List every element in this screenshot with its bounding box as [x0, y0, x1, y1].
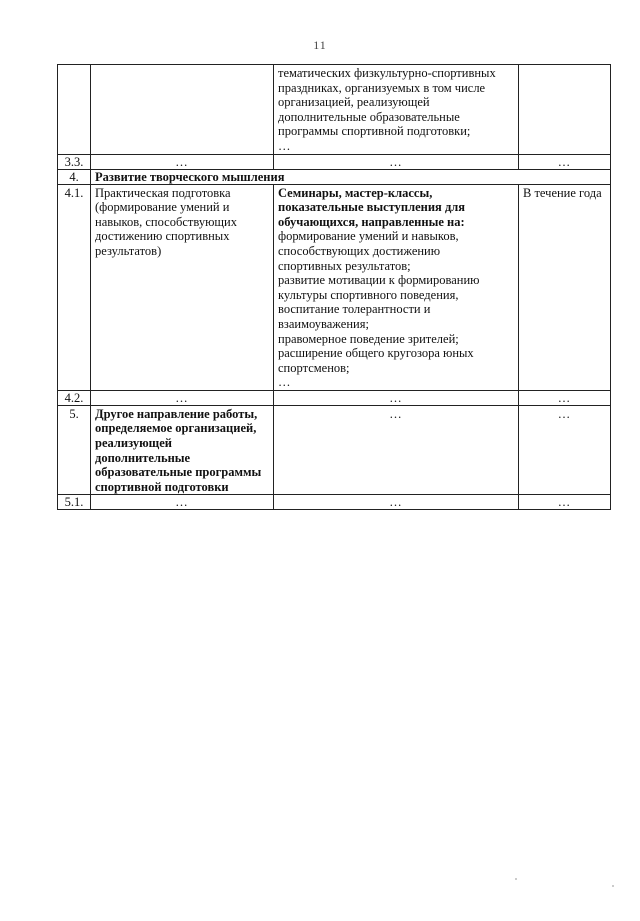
content-line: взаимоуважения; [278, 316, 369, 331]
content-cell [274, 184, 519, 390]
content-heading-line: Семинары, мастер-классы, [278, 185, 433, 200]
direction-line: достижению спортивных [95, 229, 230, 244]
direction-cell [91, 184, 274, 390]
row-number-cell: 4.2. [58, 390, 91, 405]
table-row [58, 154, 611, 169]
direction-cell: … [91, 495, 274, 510]
content-line: культуры спортивного поведения, [278, 287, 459, 302]
table-row [58, 65, 611, 155]
content-line: способствующих достижению [278, 243, 441, 258]
direction-line: (формирование умений и [95, 200, 230, 215]
deadline-cell: … [519, 495, 611, 510]
direction-cell [91, 405, 274, 495]
row-number-cell: 3.3. [58, 154, 91, 169]
content-line: тематических физкультурно-спортивных [278, 66, 496, 80]
row-number-cell: 5. [58, 405, 91, 495]
table-row [58, 405, 611, 495]
direction-line: спортивной подготовки [95, 479, 229, 494]
deadline-cell: … [519, 154, 611, 169]
content-line: воспитание толерантности и [278, 302, 431, 317]
content-cell: … [274, 495, 519, 510]
content-cell [274, 65, 519, 155]
direction-line: Практическая подготовка [95, 185, 231, 200]
content-line: расширение общего кругозора юных [278, 346, 474, 361]
content-line: развитие мотивации к формированию [278, 273, 480, 288]
direction-line: результатов) [95, 243, 162, 258]
deadline-cell [519, 65, 611, 155]
table-row [58, 184, 611, 390]
direction-line: Другое направление работы, [95, 406, 258, 421]
content-heading-line: показательные выступления для [278, 200, 466, 215]
table-row [58, 169, 611, 184]
content-line: дополнительные образовательные [278, 109, 460, 124]
direction-line: реализующей [95, 436, 172, 451]
row-number-cell: 4.1. [58, 184, 91, 390]
content-line: спортсменов; [278, 360, 350, 375]
scan-speck [612, 885, 614, 887]
deadline-cell: … [519, 390, 611, 405]
scan-speck [515, 878, 517, 880]
table-row [58, 495, 611, 510]
direction-line: навыков, способствующих [95, 214, 237, 229]
content-line: организацией, реализующей [278, 95, 430, 110]
events-table [57, 64, 611, 510]
content-cell: … [274, 390, 519, 405]
direction-cell [91, 65, 274, 155]
section-heading: Развитие творческого мышления [91, 169, 611, 184]
content-line: формирование умений и навыков, [278, 229, 459, 244]
row-number-cell [58, 65, 91, 155]
content-heading-line: обучающихся, направленные на: [278, 214, 465, 229]
row-number-cell: 4. [58, 169, 91, 184]
direction-cell: … [91, 154, 274, 169]
page-number: 11 [313, 38, 327, 52]
content-line: праздниках, организуемых в том числе [278, 80, 486, 95]
direction-line: образовательные программы [95, 465, 262, 480]
content-line: программы спортивной подготовки; [278, 124, 471, 139]
content-line: … [278, 138, 291, 153]
direction-cell: … [91, 390, 274, 405]
direction-line: определяемое организацией, [95, 421, 257, 436]
content-line: … [278, 375, 291, 390]
content-line: правомерное поведение зрителей; [278, 331, 459, 346]
content-cell: … [274, 154, 519, 169]
content-cell: … [274, 405, 519, 495]
content-line: спортивных результатов; [278, 258, 411, 273]
deadline-cell: … [519, 405, 611, 495]
direction-line: дополнительные [95, 450, 191, 465]
row-number-cell: 5.1. [58, 495, 91, 510]
table-row [58, 390, 611, 405]
deadline-cell: В течение года [519, 184, 611, 390]
